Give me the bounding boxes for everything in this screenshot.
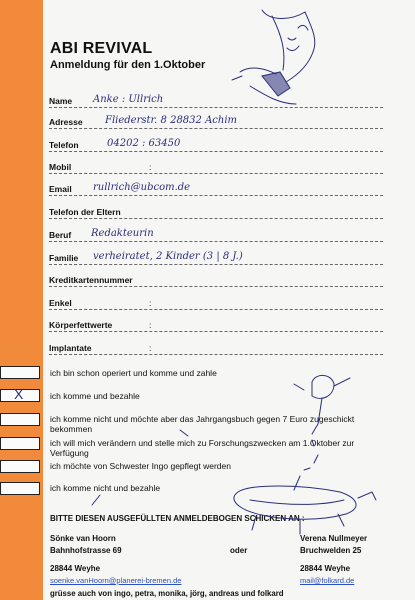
field-address[interactable] xyxy=(49,113,383,129)
form-subtitle: Anmeldung für den 1.Oktober xyxy=(50,59,206,71)
contact-street: Bruchwelden 25 xyxy=(300,546,362,555)
field-value: Anke : Ullrich xyxy=(93,94,164,105)
field-label: Implantate xyxy=(49,343,92,353)
field-line xyxy=(49,173,383,174)
field-credit-card[interactable] xyxy=(49,271,383,287)
checkmark-x-icon: X xyxy=(14,386,24,402)
contact-street: Bahnhofstrasse 69 xyxy=(50,546,122,555)
field-colon: : xyxy=(149,298,152,308)
option-checkbox-nurse[interactable] xyxy=(0,460,40,473)
option-checkbox-research[interactable] xyxy=(0,437,40,450)
field-line xyxy=(49,151,383,152)
option-label: ich will mich verändern und stelle mich zu Forschungszwecken am 1.Oktober zur Verfügung xyxy=(50,438,355,458)
field-email[interactable] xyxy=(49,180,383,196)
contact-city: 28844 Weyhe xyxy=(50,564,101,573)
field-body-fat[interactable] xyxy=(49,316,383,332)
option-label: ich komme nicht und bezahle xyxy=(50,483,161,493)
field-label: Telefon xyxy=(49,140,79,150)
or-label: oder xyxy=(230,546,248,555)
option-checkbox-yearbook[interactable] xyxy=(0,413,40,426)
contact-left xyxy=(50,533,181,587)
field-value: verheiratet, 2 Kinder (3 | 8 J.) xyxy=(93,251,243,262)
field-label: Name xyxy=(49,96,73,106)
contact-email-link[interactable]: soenke.vanHoorn@planerei-bremen.de xyxy=(50,576,182,585)
field-occupation[interactable] xyxy=(49,226,383,242)
contact-name: Verena Nullmeyer xyxy=(300,534,368,543)
field-label: Email xyxy=(49,184,72,194)
option-checkbox-not-come-pay[interactable] xyxy=(0,482,40,495)
orange-side-stripe xyxy=(0,0,43,600)
option-label: ich komme nicht und möchte aber das Jahrgangsbuch gegen 7 Euro zugeschickt bekommen xyxy=(50,414,355,434)
field-line xyxy=(49,195,383,196)
contact-right xyxy=(300,533,367,587)
contact-city: 28844 Weyhe xyxy=(300,564,351,573)
field-line xyxy=(49,331,383,332)
field-label: Familie xyxy=(49,253,79,263)
field-label: Enkel xyxy=(49,298,72,308)
field-label: Mobil xyxy=(49,162,72,172)
field-line xyxy=(49,128,383,129)
field-line xyxy=(49,218,383,219)
option-label: ich bin schon operiert und komme und zahle xyxy=(50,368,217,378)
form-title: ABI REVIVAL xyxy=(50,40,153,57)
field-colon: : xyxy=(149,162,152,172)
option-checkbox-come-and-pay[interactable] xyxy=(0,386,40,402)
greeting-line: grüsse auch von ingo, petra, monika, jörg, andreas und folkard xyxy=(50,589,284,598)
option-label: ich komme und bezahle xyxy=(50,391,140,401)
send-instruction: BITTE DIESEN AUSGEFÜLLTEN ANMELDEBOGEN SCHICKEN AN : xyxy=(50,514,305,523)
option-label: ich möchte von Schwester Ingo gepflegt werden xyxy=(50,461,231,471)
field-line xyxy=(49,241,383,242)
field-parents-phone[interactable] xyxy=(49,203,383,219)
field-line xyxy=(49,354,383,355)
field-phone[interactable] xyxy=(49,136,383,152)
field-colon: : xyxy=(149,343,152,353)
field-value: rullrich@ubcom.de xyxy=(93,182,191,193)
contact-email-link[interactable]: mail@folkard.de xyxy=(300,576,355,585)
field-label: Beruf xyxy=(49,230,72,240)
field-implants[interactable] xyxy=(49,339,383,355)
field-family[interactable] xyxy=(49,249,383,265)
field-colon: : xyxy=(149,320,152,330)
field-label: Telefon der Eltern xyxy=(49,207,121,217)
field-line xyxy=(49,286,383,287)
field-line xyxy=(49,309,383,310)
field-label: Kreditkartennummer xyxy=(49,275,133,285)
field-value: Redakteurin xyxy=(91,228,154,239)
field-value: 04202 : 63450 xyxy=(107,138,181,149)
field-line xyxy=(49,107,383,108)
option-checkbox-operated[interactable] xyxy=(0,366,40,379)
field-grandchildren[interactable] xyxy=(49,294,383,310)
field-label: Adresse xyxy=(49,117,83,127)
field-label: Körperfettwerte xyxy=(49,320,113,330)
field-value: Fliederstr. 8 28832 Achim xyxy=(105,115,238,126)
field-line xyxy=(49,264,383,265)
field-mobile[interactable] xyxy=(49,158,383,174)
contact-name: Sönke van Hoorn xyxy=(50,534,116,543)
field-name[interactable] xyxy=(49,92,383,108)
